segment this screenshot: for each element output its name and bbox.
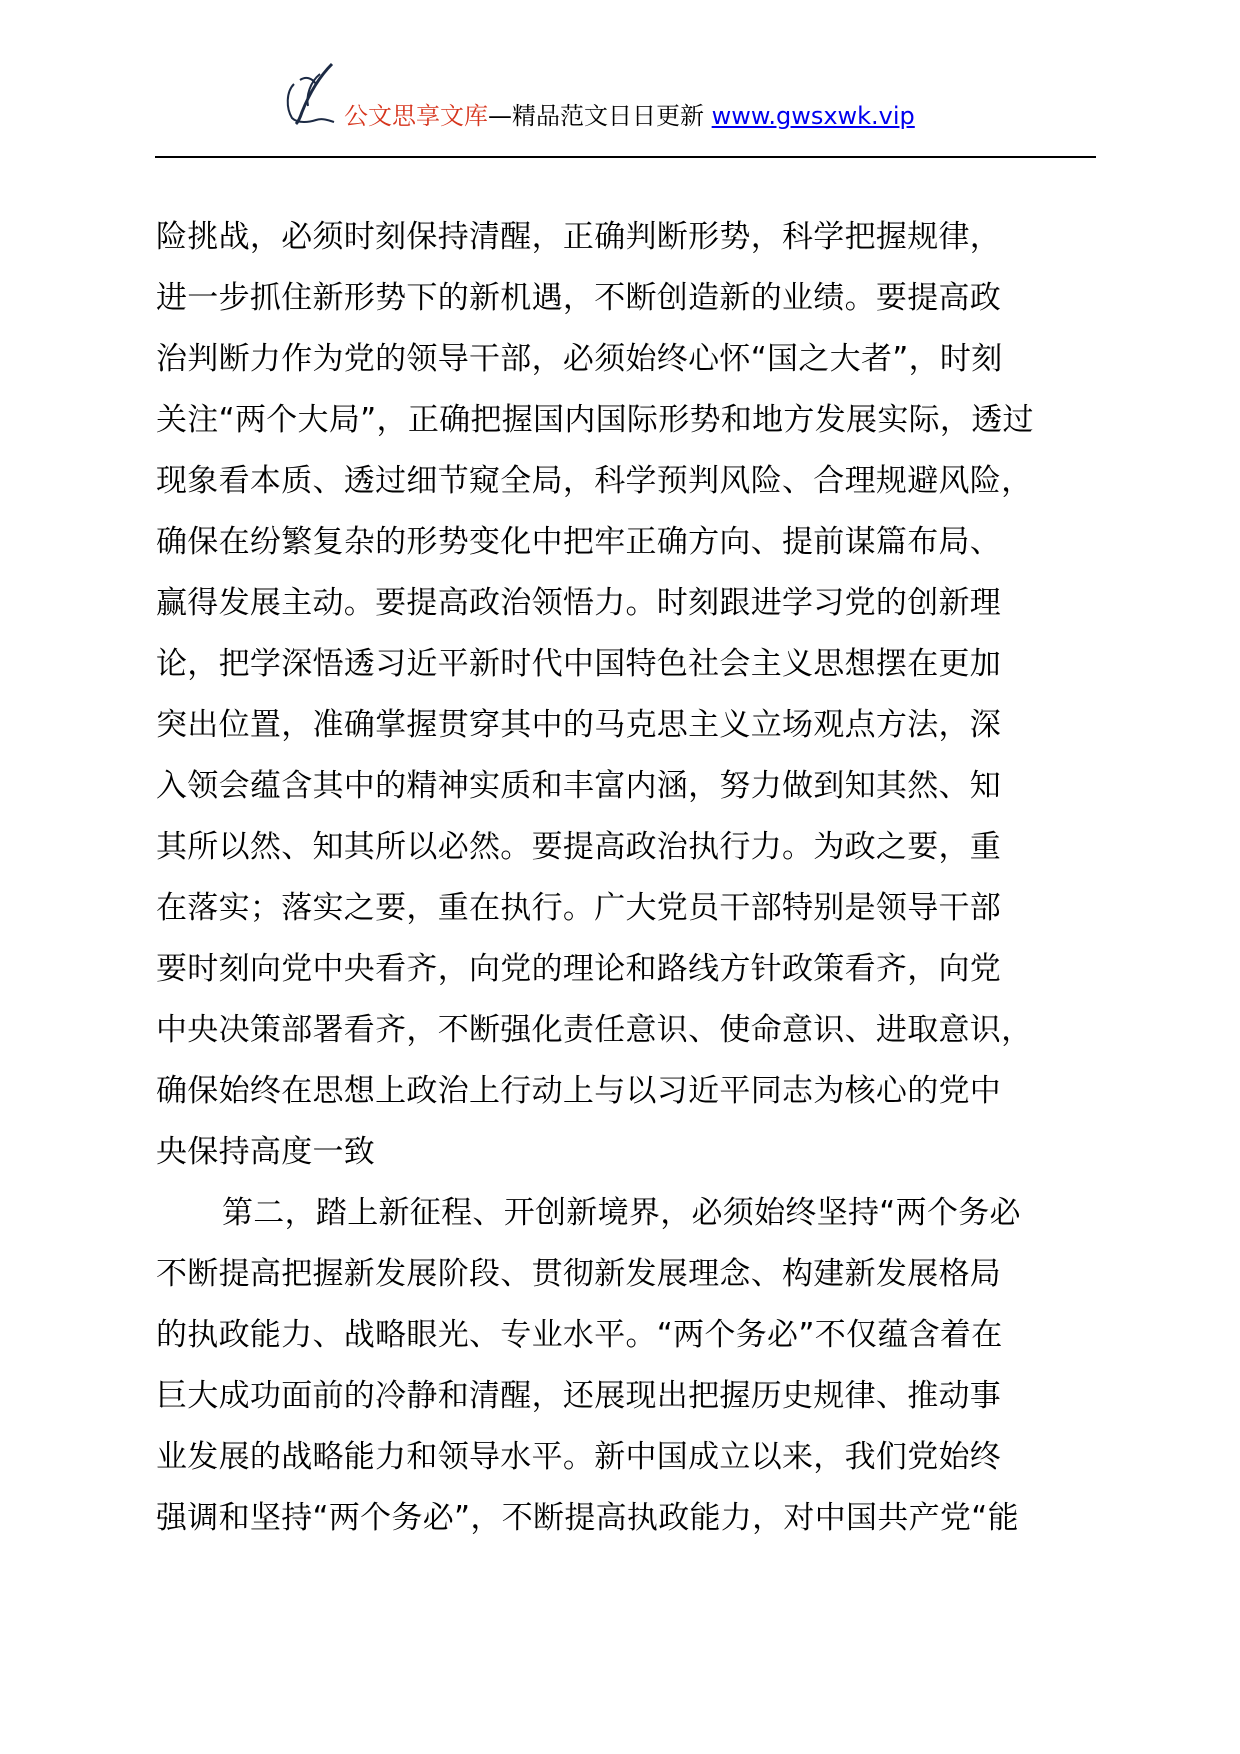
text-line: 业发展的战略能力和领导水平。新中国成立以来，我们党始终 (156, 1439, 1002, 1475)
site-link[interactable]: www.gwsxwk.vip (711, 102, 915, 130)
quill-logo-icon (280, 62, 340, 128)
header-text (344, 96, 915, 131)
tagline: —精品范文日日更新 (488, 102, 712, 130)
brand-name: 公文思享文库 (344, 102, 488, 130)
text-line: 不断提高把握新发展阶段、贯彻新发展理念、构建新发展格局 (156, 1256, 1002, 1292)
text-line: 现象看本质、透过细节窥全局，科学预判风险、合理规避风险， (156, 463, 1033, 499)
text-line: 其所以然、知其所以必然。要提高政治执行力。为政之要，重 (156, 829, 1002, 865)
text-line: 中央决策部署看齐，不断强化责任意识、使命意识、进取意识， (156, 1012, 1033, 1048)
text-line: 确保在纷繁复杂的形势变化中把牢正确方向、提前谋篇布局、 (156, 524, 1002, 560)
text-line: 第二，踏上新征程、开创新境界，必须始终坚持“两个务必 (222, 1195, 1021, 1231)
text-line: 强调和坚持“两个务必”，不断提高执政能力，对中国共产党“能 (156, 1500, 1019, 1536)
text-line: 险挑战，必须时刻保持清醒，正确判断形势，科学把握规律， (156, 219, 1002, 255)
text-line: 在落实；落实之要，重在执行。广大党员干部特别是领导干部 (156, 890, 1002, 926)
text-line: 要时刻向党中央看齐，向党的理论和路线方针政策看齐，向党 (156, 951, 1002, 987)
text-line: 确保始终在思想上政治上行动上与以习近平同志为核心的党中 (156, 1073, 1002, 1109)
text-line: 突出位置，准确掌握贯穿其中的马克思主义立场观点方法，深 (156, 707, 1002, 743)
text-line: 论，把学深悟透习近平新时代中国特色社会主义思想摆在更加 (156, 646, 1002, 682)
text-line: 的执政能力、战略眼光、专业水平。“两个务必”不仅蕴含着在 (156, 1317, 1003, 1353)
text-line: 入领会蕴含其中的精神实质和丰富内涵，努力做到知其然、知 (156, 768, 1002, 804)
document-body (156, 213, 1106, 1555)
text-line: 赢得发展主动。要提高政治领悟力。时刻跟进学习党的创新理 (156, 585, 1002, 621)
header-divider (155, 156, 1096, 158)
text-line: 央保持高度一致 (156, 1134, 376, 1170)
text-line: 治判断力作为党的领导干部，必须始终心怀“国之大者”，时刻 (156, 341, 1003, 377)
text-line: 关注“两个大局”，正确把握国内国际形势和地方发展实际，透过 (156, 402, 1034, 438)
page-header (280, 62, 1080, 132)
text-line: 进一步抓住新形势下的新机遇，不断创造新的业绩。要提高政 (156, 280, 1002, 316)
text-line: 巨大成功面前的冷静和清醒，还展现出把握历史规律、推动事 (156, 1378, 1002, 1414)
